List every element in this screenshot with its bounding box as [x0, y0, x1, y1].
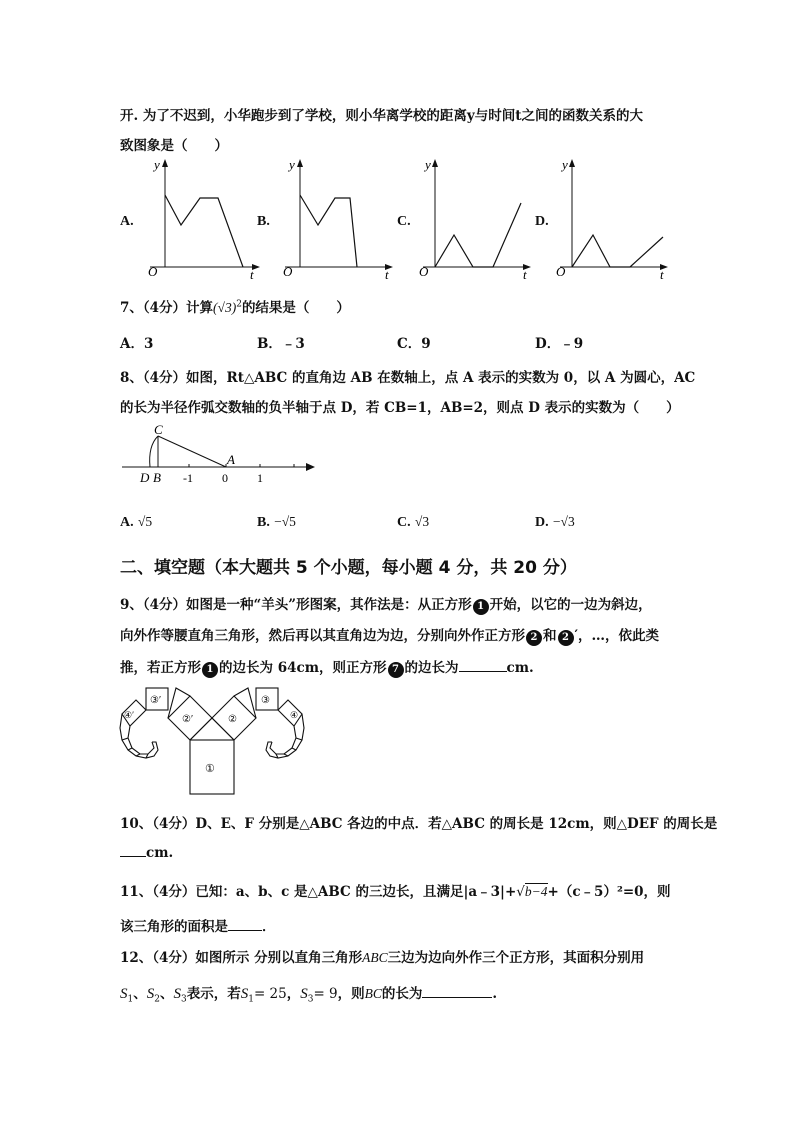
q6-graph-c: [413, 155, 538, 280]
q8-option-b-label: B.: [257, 515, 270, 530]
q7-prefix: 7、（4分）计算: [120, 300, 214, 316]
q9-line3b-text: 的边长为 64cm，则正方形: [219, 660, 387, 676]
q7-suffix: 的结果是（ ）: [241, 300, 350, 316]
q12-line2c: ，则: [337, 986, 365, 1002]
q7-option-a[interactable]: [120, 332, 153, 352]
q9-line1b-text: 开始，以它的一边为斜边，: [489, 597, 652, 613]
q8-option-d-label: D.: [535, 515, 549, 530]
q12-line1: [120, 946, 644, 966]
q8-point-b: B: [153, 470, 161, 485]
q9-line1: [120, 593, 652, 615]
q12-line2-mid: 表示，若: [186, 986, 241, 1002]
q11-line2-end: ．: [262, 919, 276, 935]
q12-line1b: 三边为边向外作三个正方形，其面积分别用: [387, 950, 645, 966]
q10-line2: [120, 844, 173, 861]
q12-eq2: = 9: [313, 986, 338, 1002]
q12-line2d: 的长为: [381, 986, 423, 1002]
q7-option-c-value: 9: [421, 336, 431, 352]
q9-circled-1b: 1: [202, 662, 218, 678]
q9-circled-2-prime: 2: [558, 630, 574, 646]
q6-c-y-label: y: [425, 157, 431, 172]
q6-option-c-label[interactable]: C.: [397, 214, 411, 229]
q12-s2: S: [146, 986, 155, 1002]
q6-a-y-label: y: [154, 157, 160, 172]
q8-option-c-value: √3: [414, 514, 430, 529]
q6-graph-a: [140, 155, 265, 280]
q8-line2: 的长为半径作弧交数轴的负半轴于点 D，若 CB=1，AB=2，则点 D 表示的实数为（ ）: [120, 400, 680, 416]
q8-option-c[interactable]: [397, 514, 429, 531]
q6-option-a-label[interactable]: A.: [120, 214, 134, 229]
q8-tick-minus1: -1: [183, 471, 193, 485]
q12-eq1: = 25: [253, 986, 287, 1002]
q8-option-a-label: A.: [120, 515, 134, 530]
q8-number-line-figure: [120, 420, 320, 490]
q7-option-b-value: ﹣3: [281, 336, 305, 352]
q8-option-a[interactable]: [120, 514, 152, 531]
q9-line3d-text: cm.: [506, 660, 534, 676]
q6-d-origin-label: O: [556, 264, 566, 279]
q7-option-c-label: C．: [397, 336, 422, 352]
q7-stem: [120, 296, 350, 316]
q8-point-c: C: [154, 422, 163, 437]
q12-bc: BC: [364, 986, 382, 1001]
q7-option-a-label: A．: [120, 336, 144, 352]
q9-line2a-text: 向外作等腰直角三角形，然后再以其直角边为边，分别向外作正方形: [120, 628, 525, 644]
q7-option-c[interactable]: [397, 332, 431, 352]
q6-option-d-label[interactable]: D.: [535, 214, 549, 229]
q9-circled-2: 2: [526, 630, 542, 646]
q12-s1-again: S: [240, 986, 249, 1002]
q12-s1: S: [120, 986, 128, 1002]
q6-d-t-label: t: [660, 267, 664, 280]
q7-option-d-label: D．: [535, 336, 561, 352]
q6-d-y-label: y: [562, 157, 568, 172]
q8-option-c-label: C.: [397, 515, 411, 530]
q6-graph-d: [550, 155, 675, 280]
q11-prefix: 11、（4分）已知：a、b、c 是△ABC 的三边长，且满足|a﹣3|+: [120, 884, 517, 900]
q9-fig-square-4: ④: [290, 710, 299, 720]
q9-fig-square-3p: ③′: [150, 695, 162, 706]
q10-line1: 10、（4分）D、E、F 分别是△ABC 各边的中点．若△ABC 的周长是 12cm，则△DEF 的周长是: [120, 816, 718, 832]
q8-option-a-value: √5: [137, 514, 153, 529]
q9-fig-square-3: ③: [261, 695, 270, 706]
q6-b-origin-label: O: [283, 264, 293, 279]
q7-expression: (√3): [213, 300, 237, 315]
q9-line2b-text: 和: [543, 628, 557, 644]
q9-line3: [120, 656, 534, 678]
q6-line2: 致图象是（ ）: [120, 138, 228, 154]
q8-option-b[interactable]: [257, 514, 296, 531]
q12-s3-again-sub: 3: [307, 994, 314, 1005]
q10-unit: cm.: [146, 845, 174, 861]
section-2-heading: 二、填空题（本大题共 5 个小题，每小题 4 分，共 20 分）: [120, 558, 577, 578]
q8-option-d-value: −√3: [552, 514, 575, 529]
q6-line1: 开. 为了不迟到，小华跑步到了学校，则小华离学校的距离y与时间t之间的函数关系的大: [120, 108, 643, 124]
q6-option-b-label[interactable]: B.: [257, 214, 270, 229]
q11-line2-text: 该三角形的面积是: [120, 919, 228, 935]
q6-graph-b: [275, 155, 400, 280]
q10-answer-blank[interactable]: [120, 844, 146, 857]
q9-line1-text: 9、（4分）如图是一种“羊头”形图案，其作法是：从正方形: [120, 597, 472, 613]
q9-line2: [120, 624, 659, 646]
q12-s1-sub: 1: [127, 994, 134, 1005]
q6-a-t-label: t: [250, 267, 254, 280]
q6-b-y-label: y: [289, 157, 295, 172]
q7-option-d[interactable]: [535, 332, 583, 352]
q9-sheep-head-figure: [118, 684, 318, 799]
q12-line1a: 12、（4分）如图所示 分别以直角三角形: [120, 950, 363, 966]
q8-line1: 8、（4分）如图，Rt△ABC 的直角边 AB 在数轴上，点 A 表示的实数为 0，以 A 为圆心，AC: [120, 370, 696, 386]
q9-fig-square-2: ②: [228, 714, 237, 725]
q9-circled-7: 7: [388, 662, 404, 678]
q8-option-b-value: −√5: [274, 514, 296, 529]
q12-end: .: [492, 986, 498, 1002]
q9-circled-1: 1: [473, 599, 489, 615]
q6-b-t-label: t: [385, 267, 389, 280]
q7-option-b[interactable]: [257, 332, 305, 352]
q8-point-a: A: [227, 452, 235, 467]
q12-abc: ABC: [362, 950, 388, 965]
q11-answer-blank[interactable]: [228, 918, 262, 931]
q8-tick-zero: 0: [222, 471, 228, 485]
q11-line1: 11、（4分）已知：a、b、c 是△ABC 的三边长，且满足|a﹣3|+√b−4+（c﹣5）²=0，则: [120, 884, 671, 900]
q9-line3c-text: 的边长为: [404, 660, 459, 676]
q7-exponent: 2: [236, 299, 242, 310]
q9-fig-square-2p: ②′: [182, 714, 194, 725]
q12-s3-again: S: [300, 986, 308, 1002]
q12-s2-sub: 2: [154, 994, 160, 1005]
q7-option-b-label: B．: [257, 336, 282, 352]
q9-answer-blank[interactable]: [459, 659, 507, 672]
q12-line2: $S_1$、$S_2$、$S_3$表示，若$S_1= 25$，$S_3= 9$，则BC的长为 .: [120, 986, 498, 1005]
q6-c-t-label: t: [523, 267, 527, 280]
q8-option-d[interactable]: [535, 514, 575, 531]
q7-option-a-value: 3: [143, 336, 154, 352]
q9-fig-square-4p: ④′: [124, 710, 135, 720]
q11-suffix: +（c﹣5）²=0，则: [547, 884, 671, 900]
q11-line2: [120, 915, 276, 935]
q12-s3: S: [173, 986, 181, 1002]
q6-c-origin-label: O: [419, 264, 429, 279]
q9-fig-square-1: ①: [205, 763, 215, 775]
q8-point-d: D: [140, 470, 150, 485]
q9-line3a-text: 推，若正方形: [120, 660, 201, 676]
q12-s3-sub: 3: [180, 994, 187, 1005]
q12-s1-again-sub: 1: [248, 994, 254, 1005]
q11-sqrt-expr: b−4: [524, 884, 548, 899]
q9-line2c-text: ′，…，依此类: [574, 628, 660, 644]
q12-answer-blank[interactable]: [422, 985, 492, 998]
q7-option-d-value: ﹣9: [560, 336, 584, 352]
q8-tick-one: 1: [257, 471, 263, 485]
q6-a-origin-label: O: [148, 264, 158, 279]
